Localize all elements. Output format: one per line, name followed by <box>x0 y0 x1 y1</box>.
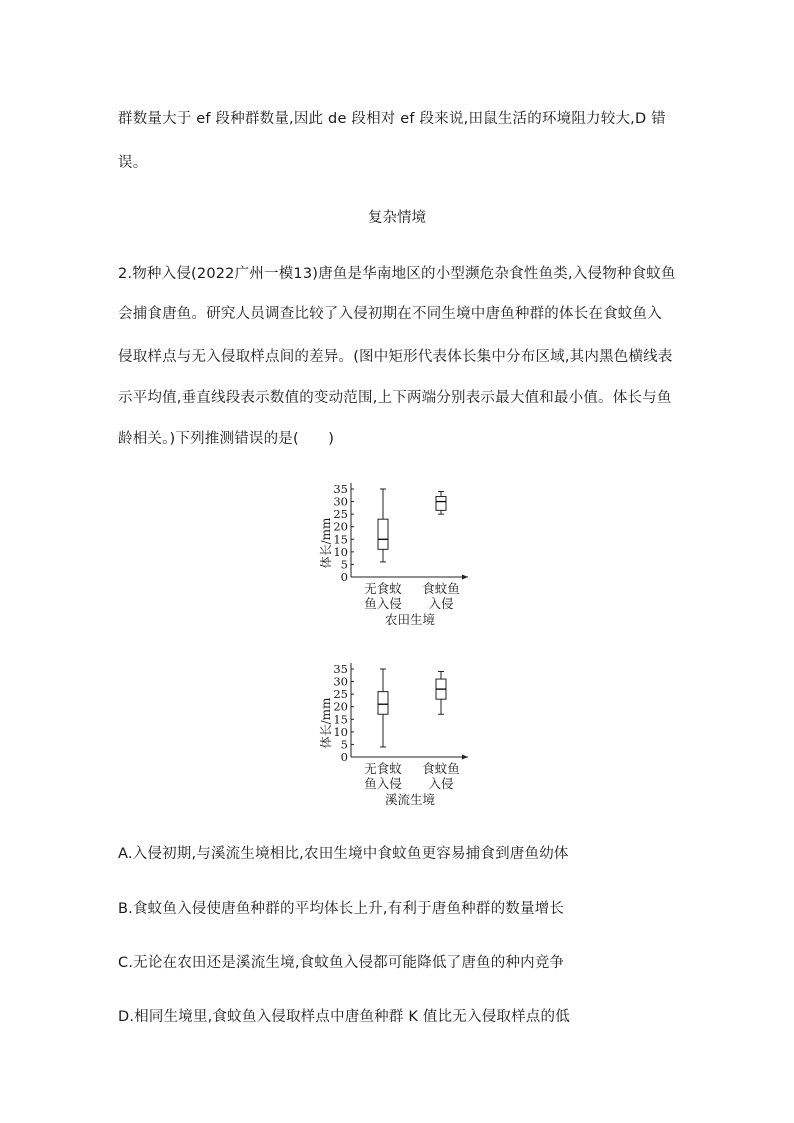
option-b: B.食蚊鱼入侵使唐鱼种群的平均体长上升,有利于唐鱼种群的数量增长 <box>118 901 565 917</box>
box-rect <box>436 497 446 511</box>
box-rect <box>378 519 388 549</box>
boxplot-farmland <box>300 475 500 635</box>
y-tick-label: 35 <box>333 662 348 676</box>
question-line-5: 龄相关。)下列推测错误的是( ) <box>118 431 335 447</box>
y-tick-label: 20 <box>333 519 348 534</box>
y-tick-label: 30 <box>333 674 348 689</box>
y-tick-label: 5 <box>340 737 348 752</box>
y-tick-label: 0 <box>340 570 348 584</box>
x-category-label: 无食蚊 <box>364 581 402 596</box>
previous-answer-line-2: 误。 <box>118 155 148 171</box>
y-tick-label: 35 <box>333 482 348 496</box>
y-tick-label: 25 <box>333 507 348 522</box>
y-tick-label: 5 <box>340 557 348 572</box>
x-axis-arrow <box>462 755 468 760</box>
x-category-label: 无食蚊 <box>364 761 402 776</box>
box-rect <box>378 692 388 715</box>
x-axis-arrow <box>462 575 468 580</box>
y-tick-label: 15 <box>333 712 348 727</box>
x-category-label: 食蚊鱼 <box>422 761 460 776</box>
option-d: D.相同生境里,食蚊鱼入侵取样点中唐鱼种群 K 值比无入侵取样点的低 <box>118 1009 570 1025</box>
y-tick-label: 10 <box>333 724 348 739</box>
x-category-label: 入侵 <box>428 776 454 791</box>
chart-title: 农田生境 <box>384 612 436 627</box>
boxplot-stream <box>300 655 500 815</box>
previous-answer-line-1: 群数量大于 ef 段种群数量,因此 de 段相对 ef 段来说,田鼠生活的环境阻力较大,D 错 <box>118 111 666 127</box>
y-tick-label: 10 <box>333 544 348 559</box>
y-tick-label: 25 <box>333 687 348 702</box>
question-line-4: 示平均值,垂直线段表示数值的变动范围,上下两端分别表示最大值和最小值。体长与鱼 <box>118 390 672 406</box>
y-tick-label: 0 <box>340 750 348 764</box>
y-tick-label: 15 <box>333 532 348 547</box>
section-title: 复杂情境 <box>368 210 426 226</box>
x-category-label: 鱼入侵 <box>364 776 402 791</box>
option-c: C.无论在农田还是溪流生境,食蚊鱼入侵都可能降低了唐鱼的种内竞争 <box>118 955 565 971</box>
question-line-3: 侵取样点与无入侵取样点间的差异。(图中矩形代表体长集中分布区域,其内黑色横线表 <box>118 349 673 365</box>
x-category-label: 食蚊鱼 <box>422 581 460 596</box>
y-tick-label: 30 <box>333 494 348 509</box>
x-category-label: 鱼入侵 <box>364 596 402 611</box>
option-a: A.入侵初期,与溪流生境相比,农田生境中食蚊鱼更容易捕食到唐鱼幼体 <box>118 846 569 862</box>
question-line-2: 会捕食唐鱼。研究人员调查比较了入侵初期在不同生境中唐鱼种群的体长在食蚊鱼入 <box>118 306 662 322</box>
y-axis-label: 体长/mm <box>319 517 333 569</box>
y-tick-label: 20 <box>333 699 348 714</box>
x-category-label: 入侵 <box>428 596 454 611</box>
chart-title: 溪流生境 <box>384 792 436 807</box>
y-axis-label: 体长/mm <box>319 697 333 749</box>
question-line-1: 2.物种入侵(2022广州一模13)唐鱼是华南地区的小型濒危杂食性鱼类,入侵物种食蚊鱼 <box>118 266 676 282</box>
